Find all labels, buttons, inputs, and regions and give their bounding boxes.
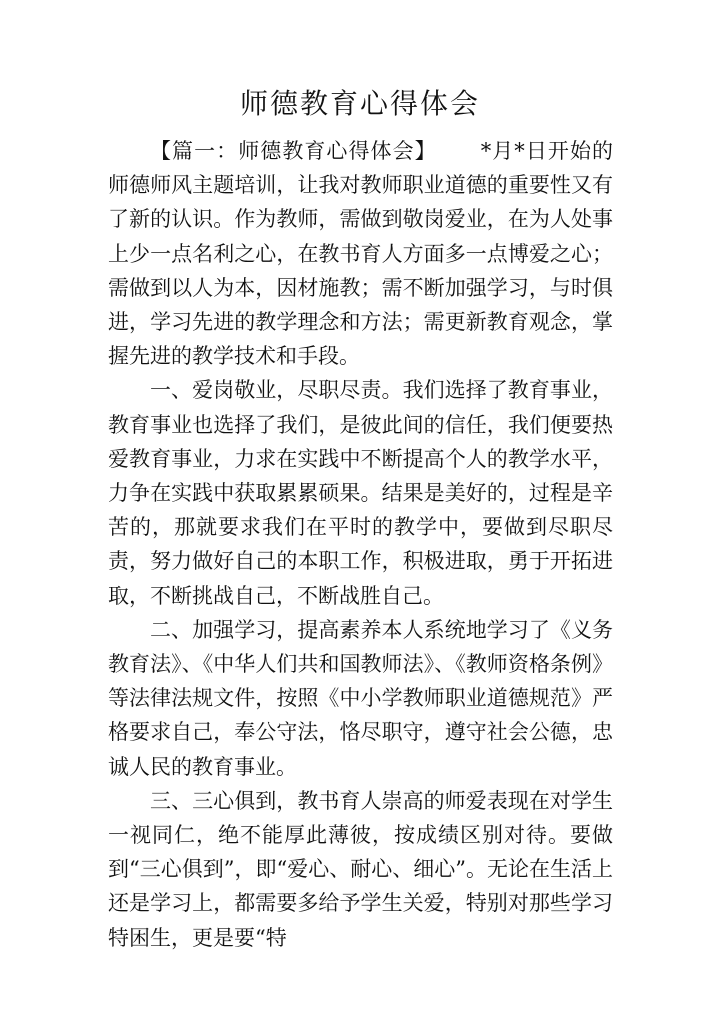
intro-paragraph (108, 134, 613, 373)
paragraph-2: 二、加强学习，提高素养本人系统地学习了《义务教育法》、《中华人们共和国教师法》、《教师资格条例》等法律法规文件，按照《中小学教师职业道德规范》严格要求自己，奉公守法，恪尽职守，遵守社会公德，忠诚人民的教育事业。 (108, 617, 613, 779)
intro-heading: 【篇一：师德教育心得体会】 (150, 139, 437, 163)
document-title: 师德教育心得体会 (239, 87, 480, 120)
paragraph-1: 一、爱岗敬业，尽职尽责。我们选择了教育事业，教育事业也选择了我们，是彼此间的信任，我们便要热爱教育事业，力求在实践中不断提高个人的教学水平，力争在实践中获取累累硕果。结果是美好的，过程是辛苦的，那就要求我们在平时的教学中，要做到尽职尽责，努力做好自己的本职工作，积极进取，勇于开拓进取，不断挑战自己，不断战胜自己。 (108, 378, 613, 608)
document-body (108, 134, 613, 955)
paragraph-3: 三、三心俱到，教书育人崇高的师爱表现在对学生一视同仁，绝不能厚此薄彼，按成绩区别对待。要做到“三心俱到”，即“爱心、耐心、细心”。无论在生活上还是学习上，都需要多给予学生关爱，特别对那些学习特困生，更是要“特 (108, 788, 613, 950)
intro-text: *月*日开始的师德师风主题培训，让我对教师职业道德的重要性又有了新的认识。作为教师，需做到敬岗爱业，在为人处事上少一点名利之心，在教书育人方面多一点博爱之心；需做到以人为本，因材施教；需不断加强学习，与时俱进，学习先进的教学理念和方法；需更新教育观念，掌握先进的教学技术和手段。 (108, 139, 614, 369)
